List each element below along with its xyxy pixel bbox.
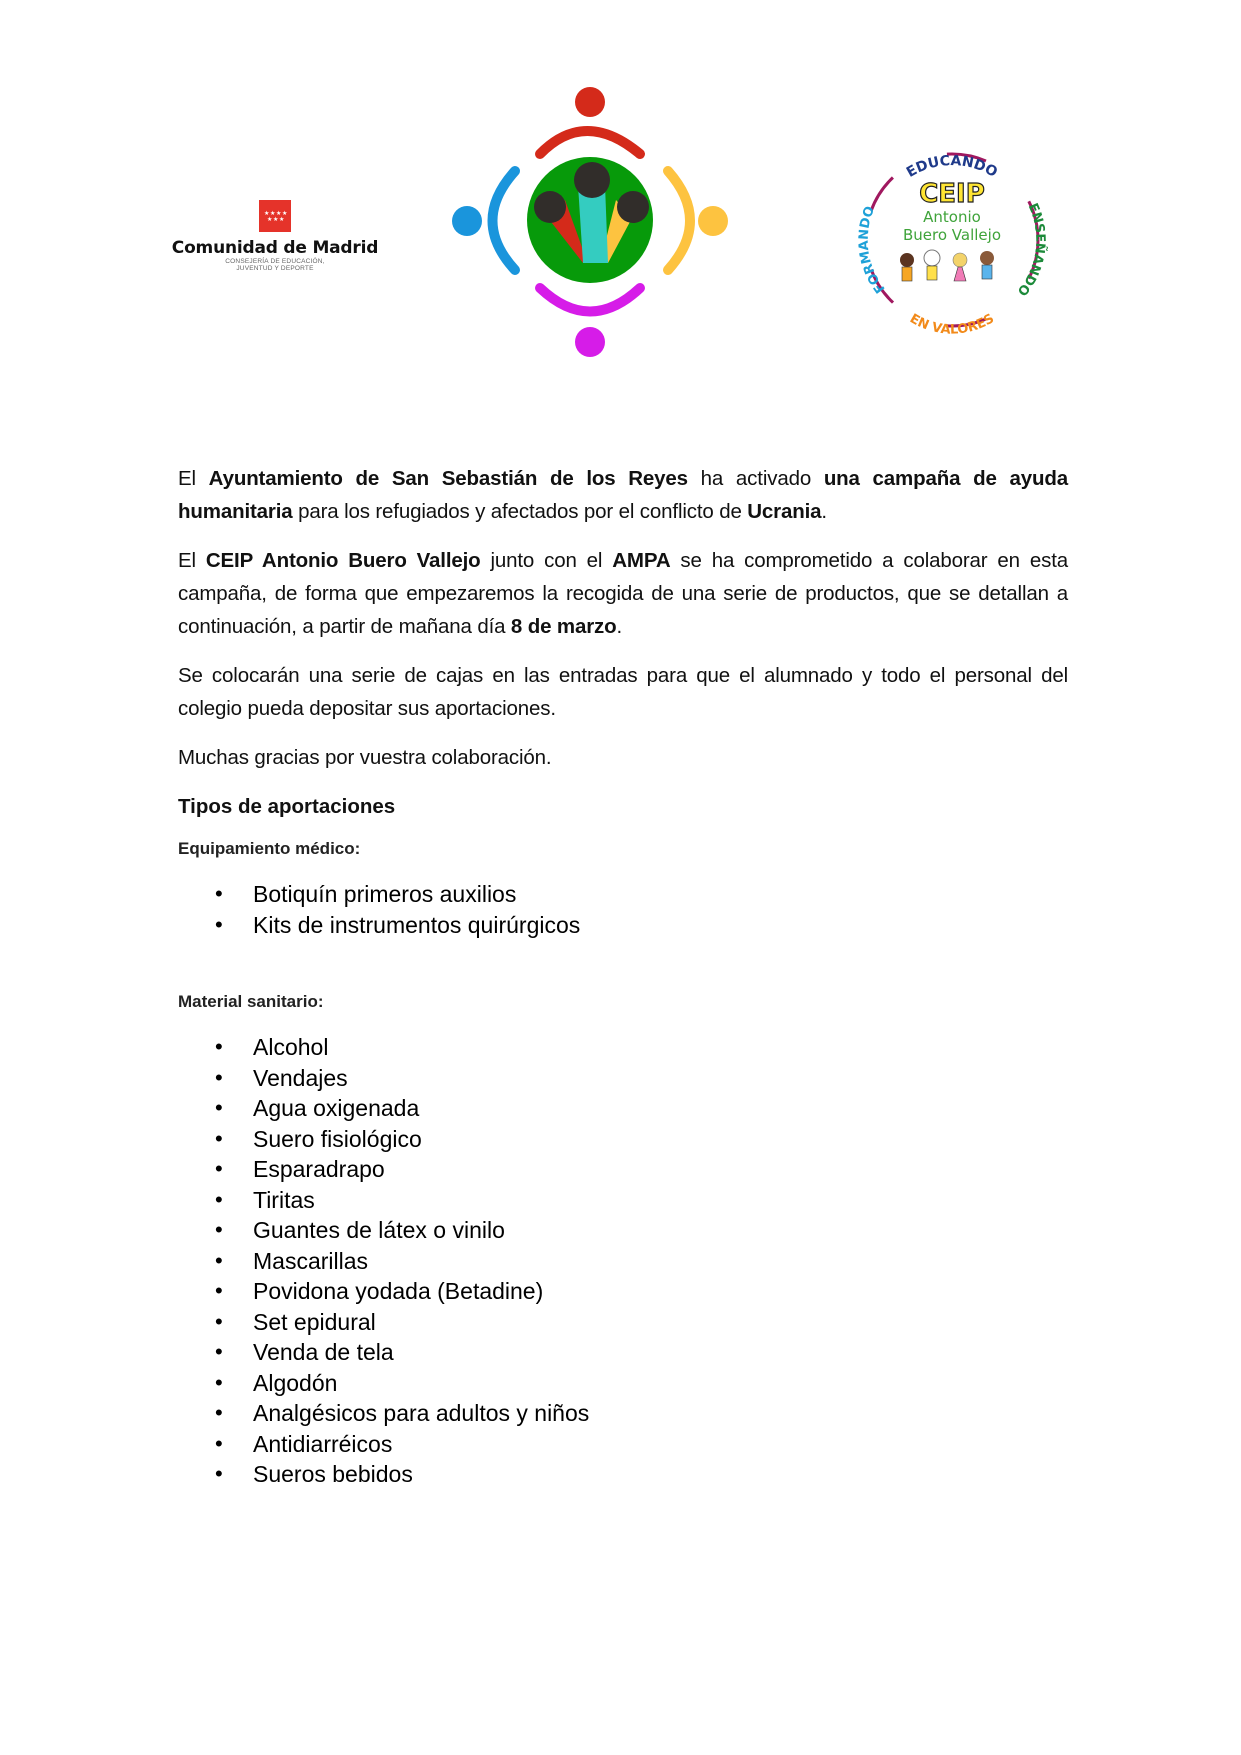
svg-text:ENSEÑANDO: [1014, 201, 1049, 298]
logo-text-formando: FORMANDO: [856, 204, 889, 296]
list-item: • Vendajes: [178, 1063, 1068, 1094]
text: ha activado: [687, 467, 824, 490]
svg-text:FORMANDO: [857, 204, 889, 295]
document-body: [178, 462, 1068, 1490]
left-head: [534, 191, 566, 223]
paragraph-school-collaboration: [178, 544, 1068, 643]
sanitary-heading: Material sanitario:: [178, 992, 324, 1011]
bold-text: 8 de marzo: [510, 615, 617, 638]
text: .: [821, 500, 827, 523]
list-item: • Povidona yodada (Betadine): [178, 1276, 1068, 1307]
madrid-logo-subtitle-2: JUVENTUD Y DEPORTE: [236, 265, 314, 272]
comunidad-de-madrid-logo: [160, 200, 390, 286]
magenta-arc: [540, 288, 640, 312]
madrid-logo-subtitle-1: CONSEJERÍA DE EDUCACIÓN,: [225, 258, 325, 265]
logo-name-line1: Antonio: [923, 208, 981, 226]
children-drawing: [900, 250, 994, 281]
logo-acronym: CEIP: [919, 179, 985, 209]
magenta-head: [575, 327, 605, 357]
bold-text: AMPA: [612, 549, 671, 572]
text: .: [616, 615, 623, 638]
red-arc: [540, 131, 640, 154]
section-title: Tipos de aportaciones: [178, 795, 396, 818]
paragraph-campaign: [178, 462, 1068, 528]
bold-text: CEIP Antonio Buero Vallejo: [205, 549, 481, 572]
blue-arc: [493, 171, 516, 270]
logo-text-en-valores: EN VALORES: [907, 311, 997, 338]
bold-text: una campaña de ayuda humanitaria: [178, 467, 1068, 523]
paragraph-thanks: Muchas gracias por vuestra colaboración.: [178, 746, 552, 769]
list-item: • Alcohol: [178, 1032, 1068, 1063]
list-item: • Guantes de látex o vinilo: [178, 1215, 1068, 1246]
list-item: • Agua oxigenada: [178, 1093, 1068, 1124]
paragraph-boxes: Se colocarán una serie de cajas en las entradas para que el alumnado y todo el personal del colegio pueda depositar sus aportaciones.: [178, 664, 1068, 720]
list-item: • Suero fisiológico: [178, 1124, 1068, 1155]
yellow-head: [698, 206, 728, 236]
bold-text: Ayuntamiento de San Sebastián de los Reyes: [208, 467, 688, 490]
text: se ha comprometido a colaborar en esta campaña, de forma que empezaremos la recogida de una serie de productos, que se detallan a continuación, a partir de mañana día: [178, 549, 1068, 638]
sanitary-list: [178, 1032, 1068, 1490]
logo-text-ensenando: ENSEÑANDO: [1013, 201, 1048, 299]
svg-text:EN VALORES: [907, 311, 997, 337]
ceip-school-logo: [852, 140, 1052, 340]
svg-text:EDUCANDO: [904, 153, 1000, 181]
text: El: [178, 467, 209, 490]
equipment-list: [178, 879, 1068, 940]
logo-name-line2: Buero Vallejo: [902, 226, 1002, 244]
text: El: [178, 549, 206, 572]
logo-text-educando: EDUCANDO: [903, 152, 1000, 181]
equipment-heading: Equipamiento médico:: [178, 839, 361, 858]
blue-head: [452, 206, 482, 236]
list-item: • Sueros bebidos: [178, 1459, 1068, 1490]
list-item: • Set epidural: [178, 1307, 1068, 1338]
text: para los refugiados y afectados por el conflicto de: [292, 500, 748, 523]
red-head: [575, 87, 605, 117]
center-head: [574, 162, 610, 198]
list-item: • Tiritas: [178, 1185, 1068, 1216]
yellow-arc: [668, 171, 690, 270]
list-item: • Algodón: [178, 1368, 1068, 1399]
madrid-logo-name: Comunidad de Madrid: [171, 238, 379, 258]
list-item: • Antidiarréicos: [178, 1429, 1068, 1460]
bold-text: Ucrania: [747, 500, 822, 523]
list-item: • Botiquín primeros auxilios: [178, 879, 1068, 910]
list-item: • Kits de instrumentos quirúrgicos: [178, 910, 1068, 941]
right-head: [617, 191, 649, 223]
list-item: • Analgésicos para adultos y niños: [178, 1398, 1068, 1429]
text: junto con el: [480, 549, 613, 572]
list-item: • Esparadrapo: [178, 1154, 1068, 1185]
list-item: • Mascarillas: [178, 1246, 1068, 1277]
list-item: • Venda de tela: [178, 1337, 1068, 1368]
madrid-flag-icon: ★ ★ ★ ★ ★ ★ ★: [259, 200, 291, 232]
people-circle-logo: [440, 80, 740, 362]
